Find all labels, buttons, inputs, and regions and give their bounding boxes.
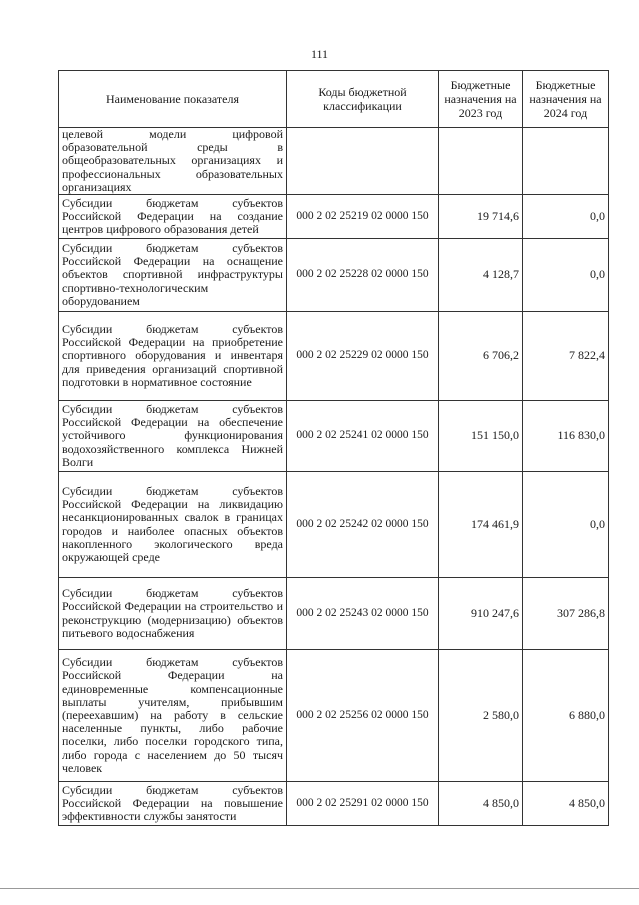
table-header-row xyxy=(59,71,609,128)
indicator-name: Субсидии бюджетам субъектов Российской Федерации на повышение эффективности службы занятости xyxy=(59,782,287,826)
budget-code: 000 2 02 25256 02 0000 150 xyxy=(287,650,439,782)
value-2023: 174 461,9 xyxy=(439,472,523,578)
budget-code: 000 2 02 25242 02 0000 150 xyxy=(287,472,439,578)
value-2023: 2 580,0 xyxy=(439,650,523,782)
indicator-name: Субсидии бюджетам субъектов Российской Федерации на строительство и реконструкцию (модернизацию) объектов питьевого водоснабжения xyxy=(59,578,287,650)
header-budget-2024: Бюджетные назначения на 2024 год xyxy=(523,71,609,128)
table-row xyxy=(59,472,609,578)
table-row xyxy=(59,128,609,195)
header-indicator-name: Наименование показателя xyxy=(59,71,287,128)
value-2023: 910 247,6 xyxy=(439,578,523,650)
indicator-name: Субсидии бюджетам субъектов Российской Федерации на оснащение объектов спортивной инфраструктуры спортивно-технологическим оборудованием xyxy=(59,239,287,312)
header-budget-codes: Коды бюджетной классификации xyxy=(287,71,439,128)
value-2024: 4 850,0 xyxy=(523,782,609,826)
table-row xyxy=(59,782,609,826)
budget-code: 000 2 02 25243 02 0000 150 xyxy=(287,578,439,650)
budget-table xyxy=(58,70,609,826)
budget-code: 000 2 02 25241 02 0000 150 xyxy=(287,401,439,472)
value-2024: 116 830,0 xyxy=(523,401,609,472)
table-row xyxy=(59,650,609,782)
table-row xyxy=(59,578,609,650)
page-number: 111 xyxy=(310,47,329,61)
table-row xyxy=(59,195,609,239)
budget-code xyxy=(287,128,439,195)
value-2024: 0,0 xyxy=(523,239,609,312)
indicator-name: Субсидии бюджетам субъектов Российской Федерации на создание центров цифрового образования детей xyxy=(59,195,287,239)
value-2024: 0,0 xyxy=(523,195,609,239)
value-2023 xyxy=(439,128,523,195)
value-2023: 6 706,2 xyxy=(439,312,523,401)
budget-code: 000 2 02 25291 02 0000 150 xyxy=(287,782,439,826)
budget-code: 000 2 02 25229 02 0000 150 xyxy=(287,312,439,401)
value-2024 xyxy=(523,128,609,195)
budget-code: 000 2 02 25219 02 0000 150 xyxy=(287,195,439,239)
value-2024: 6 880,0 xyxy=(523,650,609,782)
indicator-name: Субсидии бюджетам субъектов Российской Федерации на единовременные компенсационные выплаты учителям, прибывшим (переехавшим) на работу в сельские населенные пункты, либо рабочие поселки, либо поселки городского типа, либо города с населением до 50 тысяч человек xyxy=(59,650,287,782)
indicator-name: Субсидии бюджетам субъектов Российской Федерации на обеспечение устойчивого функционирования водохозяйственного комплекса Нижней Волги xyxy=(59,401,287,472)
page-bottom-edge xyxy=(0,888,639,889)
indicator-name: целевой модели цифровой образовательной среды в общеобразовательных организациях и профессиональных образовательных организациях xyxy=(59,128,287,195)
table-row xyxy=(59,312,609,401)
table-row xyxy=(59,401,609,472)
indicator-name: Субсидии бюджетам субъектов Российской Федерации на приобретение спортивного оборудования и инвентаря для приведения организаций спортивной подготовки в нормативное состояние xyxy=(59,312,287,401)
value-2023: 151 150,0 xyxy=(439,401,523,472)
value-2024: 7 822,4 xyxy=(523,312,609,401)
header-budget-2023: Бюджетные назначения на 2023 год xyxy=(439,71,523,128)
table-row xyxy=(59,239,609,312)
value-2023: 4 850,0 xyxy=(439,782,523,826)
value-2023: 4 128,7 xyxy=(439,239,523,312)
indicator-name: Субсидии бюджетам субъектов Российской Федерации на ликвидацию несанкционированных свалок в границах городов и наиболее опасных объектов накопленного экологического вреда окружающей среде xyxy=(59,472,287,578)
value-2024: 0,0 xyxy=(523,472,609,578)
value-2023: 19 714,6 xyxy=(439,195,523,239)
budget-code: 000 2 02 25228 02 0000 150 xyxy=(287,239,439,312)
value-2024: 307 286,8 xyxy=(523,578,609,650)
